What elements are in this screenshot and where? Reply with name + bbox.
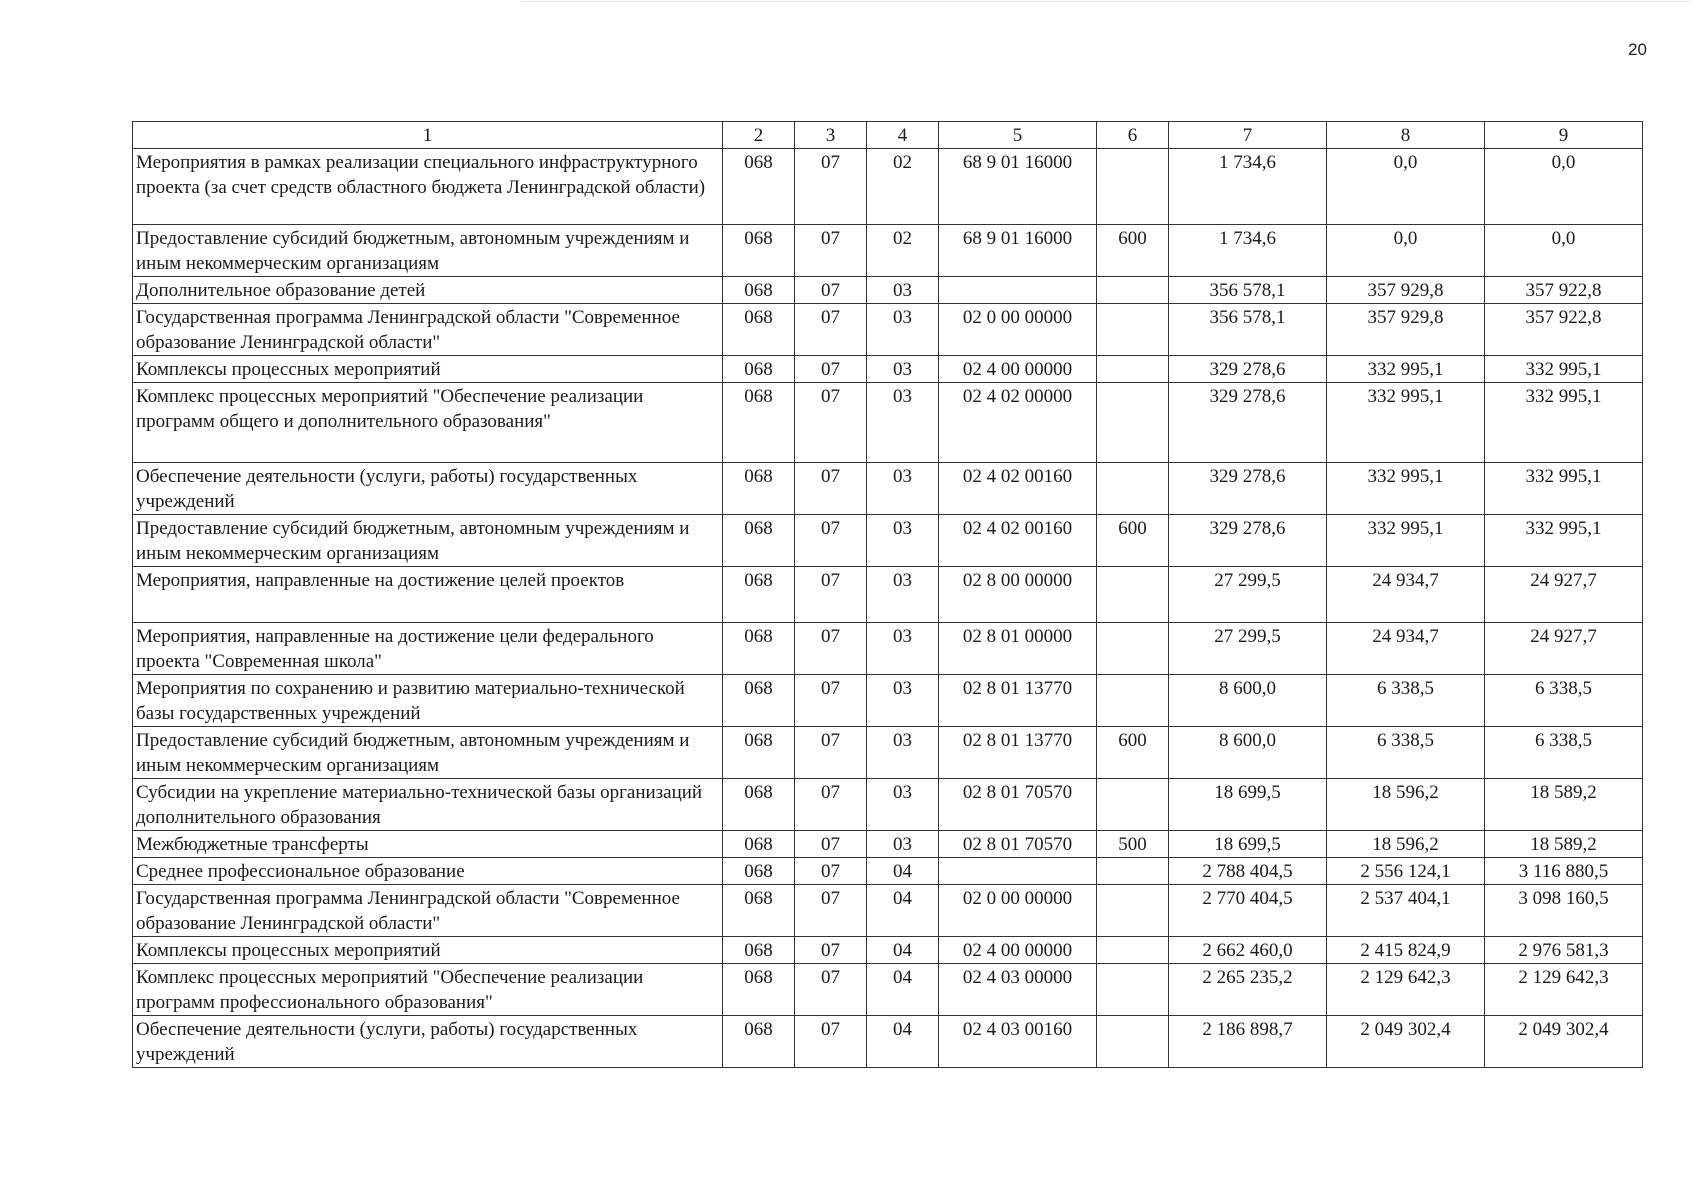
row-name: Обеспечение деятельности (услуги, работы) государственных учреждений — [133, 463, 723, 515]
header-cell: 1 — [133, 122, 723, 149]
row-name: Комплекс процессных мероприятий "Обеспечение реализации программ общего и дополнительного образования" — [133, 383, 723, 463]
section-code: 07 — [795, 858, 867, 885]
row-name: Предоставление субсидий бюджетным, автономным учреждениям и иным некоммерческим организациям — [133, 225, 723, 277]
row-name: Межбюджетные трансферты — [133, 831, 723, 858]
table-row — [133, 675, 1643, 727]
expense-type-code: 600 — [1097, 225, 1169, 277]
amount-col7: 2 788 404,5 — [1169, 858, 1327, 885]
target-article-code: 02 4 00 00000 — [939, 356, 1097, 383]
amount-col9: 2 129 642,3 — [1485, 964, 1643, 1016]
gov-code: 068 — [723, 831, 795, 858]
gov-code: 068 — [723, 356, 795, 383]
gov-code: 068 — [723, 885, 795, 937]
subsection-code: 03 — [867, 463, 939, 515]
table-row — [133, 779, 1643, 831]
amount-col8: 18 596,2 — [1327, 779, 1485, 831]
expense-type-code — [1097, 149, 1169, 225]
section-code: 07 — [795, 623, 867, 675]
table-row — [133, 623, 1643, 675]
subsection-code: 03 — [867, 515, 939, 567]
amount-col9: 3 098 160,5 — [1485, 885, 1643, 937]
table-row — [133, 727, 1643, 779]
target-article-code: 02 4 02 00000 — [939, 383, 1097, 463]
amount-col7: 8 600,0 — [1169, 727, 1327, 779]
subsection-code: 03 — [867, 277, 939, 304]
table-row — [133, 858, 1643, 885]
target-article-code: 02 4 02 00160 — [939, 463, 1097, 515]
expense-type-code — [1097, 1016, 1169, 1068]
amount-col9: 6 338,5 — [1485, 675, 1643, 727]
subsection-code: 04 — [867, 1016, 939, 1068]
table-row — [133, 885, 1643, 937]
budget-table — [132, 121, 1643, 1068]
amount-col9: 24 927,7 — [1485, 567, 1643, 623]
target-article-code: 02 4 00 00000 — [939, 937, 1097, 964]
target-article-code: 02 0 00 00000 — [939, 885, 1097, 937]
expense-type-code: 500 — [1097, 831, 1169, 858]
expense-type-code — [1097, 463, 1169, 515]
table-row — [133, 383, 1643, 463]
amount-col7: 27 299,5 — [1169, 567, 1327, 623]
gov-code: 068 — [723, 727, 795, 779]
section-code: 07 — [795, 831, 867, 858]
section-code: 07 — [795, 356, 867, 383]
subsection-code: 03 — [867, 727, 939, 779]
amount-col8: 2 415 824,9 — [1327, 937, 1485, 964]
row-name: Комплексы процессных мероприятий — [133, 356, 723, 383]
row-name: Предоставление субсидий бюджетным, автономным учреждениям и иным некоммерческим организациям — [133, 515, 723, 567]
table-row — [133, 356, 1643, 383]
table-row — [133, 225, 1643, 277]
gov-code: 068 — [723, 964, 795, 1016]
amount-col8: 18 596,2 — [1327, 831, 1485, 858]
table-row — [133, 567, 1643, 623]
table-row — [133, 277, 1643, 304]
row-name: Мероприятия в рамках реализации специального инфраструктурного проекта (за счет средств областного бюджета Ленинградской области) — [133, 149, 723, 225]
amount-col8: 2 049 302,4 — [1327, 1016, 1485, 1068]
table-row — [133, 304, 1643, 356]
amount-col8: 357 929,8 — [1327, 304, 1485, 356]
row-name: Государственная программа Ленинградской области "Современное образование Ленинградской области" — [133, 885, 723, 937]
section-code: 07 — [795, 304, 867, 356]
row-name: Мероприятия, направленные на достижение цели федерального проекта "Современная школа" — [133, 623, 723, 675]
target-article-code: 02 8 01 13770 — [939, 675, 1097, 727]
expense-type-code — [1097, 964, 1169, 1016]
target-article-code: 02 4 03 00160 — [939, 1016, 1097, 1068]
amount-col8: 6 338,5 — [1327, 727, 1485, 779]
gov-code: 068 — [723, 277, 795, 304]
expense-type-code — [1097, 623, 1169, 675]
expense-type-code — [1097, 356, 1169, 383]
table-row — [133, 149, 1643, 225]
expense-type-code — [1097, 779, 1169, 831]
amount-col8: 24 934,7 — [1327, 623, 1485, 675]
header-cell: 3 — [795, 122, 867, 149]
amount-col9: 3 116 880,5 — [1485, 858, 1643, 885]
gov-code: 068 — [723, 515, 795, 567]
section-code: 07 — [795, 149, 867, 225]
section-code: 07 — [795, 463, 867, 515]
subsection-code: 03 — [867, 304, 939, 356]
subsection-code: 04 — [867, 885, 939, 937]
gov-code: 068 — [723, 463, 795, 515]
gov-code: 068 — [723, 623, 795, 675]
table-row — [133, 1016, 1643, 1068]
amount-col9: 6 338,5 — [1485, 727, 1643, 779]
header-cell: 5 — [939, 122, 1097, 149]
amount-col7: 356 578,1 — [1169, 277, 1327, 304]
row-name: Государственная программа Ленинградской области "Современное образование Ленинградской области" — [133, 304, 723, 356]
amount-col8: 6 338,5 — [1327, 675, 1485, 727]
row-name: Мероприятия, направленные на достижение целей проектов — [133, 567, 723, 623]
amount-col9: 357 922,8 — [1485, 277, 1643, 304]
amount-col7: 329 278,6 — [1169, 356, 1327, 383]
gov-code: 068 — [723, 149, 795, 225]
expense-type-code: 600 — [1097, 515, 1169, 567]
section-code: 07 — [795, 727, 867, 779]
subsection-code: 02 — [867, 149, 939, 225]
expense-type-code — [1097, 858, 1169, 885]
subsection-code: 04 — [867, 964, 939, 1016]
section-code: 07 — [795, 937, 867, 964]
section-code: 07 — [795, 885, 867, 937]
amount-col7: 329 278,6 — [1169, 383, 1327, 463]
header-cell: 8 — [1327, 122, 1485, 149]
table-row — [133, 463, 1643, 515]
gov-code: 068 — [723, 383, 795, 463]
amount-col8: 332 995,1 — [1327, 515, 1485, 567]
header-cell: 7 — [1169, 122, 1327, 149]
section-code: 07 — [795, 779, 867, 831]
amount-col9: 2 976 581,3 — [1485, 937, 1643, 964]
amount-col9: 0,0 — [1485, 225, 1643, 277]
amount-col7: 329 278,6 — [1169, 515, 1327, 567]
gov-code: 068 — [723, 937, 795, 964]
amount-col9: 332 995,1 — [1485, 515, 1643, 567]
subsection-code: 03 — [867, 675, 939, 727]
gov-code: 068 — [723, 1016, 795, 1068]
target-article-code: 02 8 00 00000 — [939, 567, 1097, 623]
amount-col8: 332 995,1 — [1327, 383, 1485, 463]
amount-col8: 2 556 124,1 — [1327, 858, 1485, 885]
amount-col7: 2 770 404,5 — [1169, 885, 1327, 937]
header-cell: 6 — [1097, 122, 1169, 149]
amount-col9: 0,0 — [1485, 149, 1643, 225]
section-code: 07 — [795, 1016, 867, 1068]
expense-type-code: 600 — [1097, 727, 1169, 779]
section-code: 07 — [795, 964, 867, 1016]
header-cell: 9 — [1485, 122, 1643, 149]
amount-col8: 2 537 404,1 — [1327, 885, 1485, 937]
section-code: 07 — [795, 567, 867, 623]
amount-col7: 2 186 898,7 — [1169, 1016, 1327, 1068]
amount-col9: 332 995,1 — [1485, 356, 1643, 383]
row-name: Мероприятия по сохранению и развитию материально-технической базы государственных учреждений — [133, 675, 723, 727]
amount-col9: 332 995,1 — [1485, 383, 1643, 463]
amount-col8: 332 995,1 — [1327, 356, 1485, 383]
target-article-code: 02 8 01 00000 — [939, 623, 1097, 675]
amount-col9: 18 589,2 — [1485, 779, 1643, 831]
amount-col7: 1 734,6 — [1169, 225, 1327, 277]
subsection-code: 04 — [867, 937, 939, 964]
amount-col7: 2 265 235,2 — [1169, 964, 1327, 1016]
target-article-code: 02 0 00 00000 — [939, 304, 1097, 356]
expense-type-code — [1097, 383, 1169, 463]
expense-type-code — [1097, 675, 1169, 727]
subsection-code: 03 — [867, 779, 939, 831]
amount-col7: 8 600,0 — [1169, 675, 1327, 727]
row-name: Предоставление субсидий бюджетным, автономным учреждениям и иным некоммерческим организациям — [133, 727, 723, 779]
row-name: Комплекс процессных мероприятий "Обеспечение реализации программ профессионального образования" — [133, 964, 723, 1016]
amount-col7: 329 278,6 — [1169, 463, 1327, 515]
table-row — [133, 831, 1643, 858]
gov-code: 068 — [723, 567, 795, 623]
amount-col7: 18 699,5 — [1169, 831, 1327, 858]
table-header-row — [133, 122, 1643, 149]
section-code: 07 — [795, 383, 867, 463]
subsection-code: 03 — [867, 356, 939, 383]
scan-edge-line — [520, 1, 1690, 2]
target-article-code: 02 4 02 00160 — [939, 515, 1097, 567]
section-code: 07 — [795, 675, 867, 727]
expense-type-code — [1097, 885, 1169, 937]
amount-col8: 357 929,8 — [1327, 277, 1485, 304]
table-body — [133, 122, 1643, 1068]
expense-type-code — [1097, 277, 1169, 304]
row-name: Дополнительное образование детей — [133, 277, 723, 304]
subsection-code: 03 — [867, 383, 939, 463]
amount-col7: 356 578,1 — [1169, 304, 1327, 356]
expense-type-code — [1097, 567, 1169, 623]
target-article-code — [939, 858, 1097, 885]
expense-type-code — [1097, 937, 1169, 964]
target-article-code: 02 8 01 13770 — [939, 727, 1097, 779]
amount-col9: 18 589,2 — [1485, 831, 1643, 858]
table-row — [133, 937, 1643, 964]
row-name: Субсидии на укрепление материально-технической базы организаций дополнительного образования — [133, 779, 723, 831]
table-row — [133, 964, 1643, 1016]
section-code: 07 — [795, 277, 867, 304]
target-article-code: 68 9 01 16000 — [939, 225, 1097, 277]
row-name: Среднее профессиональное образование — [133, 858, 723, 885]
header-cell: 2 — [723, 122, 795, 149]
header-cell: 4 — [867, 122, 939, 149]
amount-col8: 24 934,7 — [1327, 567, 1485, 623]
section-code: 07 — [795, 515, 867, 567]
amount-col7: 27 299,5 — [1169, 623, 1327, 675]
gov-code: 068 — [723, 225, 795, 277]
amount-col9: 2 049 302,4 — [1485, 1016, 1643, 1068]
row-name: Обеспечение деятельности (услуги, работы) государственных учреждений — [133, 1016, 723, 1068]
subsection-code: 03 — [867, 567, 939, 623]
target-article-code: 02 4 03 00000 — [939, 964, 1097, 1016]
subsection-code: 04 — [867, 858, 939, 885]
amount-col7: 1 734,6 — [1169, 149, 1327, 225]
amount-col8: 2 129 642,3 — [1327, 964, 1485, 1016]
target-article-code: 02 8 01 70570 — [939, 779, 1097, 831]
gov-code: 068 — [723, 858, 795, 885]
target-article-code: 02 8 01 70570 — [939, 831, 1097, 858]
target-article-code — [939, 277, 1097, 304]
expense-type-code — [1097, 304, 1169, 356]
subsection-code: 03 — [867, 831, 939, 858]
amount-col7: 18 699,5 — [1169, 779, 1327, 831]
target-article-code: 68 9 01 16000 — [939, 149, 1097, 225]
table-row — [133, 515, 1643, 567]
page-number: 20 — [1628, 40, 1647, 59]
subsection-code: 03 — [867, 623, 939, 675]
amount-col8: 332 995,1 — [1327, 463, 1485, 515]
amount-col8: 0,0 — [1327, 149, 1485, 225]
row-name: Комплексы процессных мероприятий — [133, 937, 723, 964]
amount-col7: 2 662 460,0 — [1169, 937, 1327, 964]
gov-code: 068 — [723, 675, 795, 727]
gov-code: 068 — [723, 304, 795, 356]
section-code: 07 — [795, 225, 867, 277]
amount-col8: 0,0 — [1327, 225, 1485, 277]
gov-code: 068 — [723, 779, 795, 831]
amount-col9: 332 995,1 — [1485, 463, 1643, 515]
subsection-code: 02 — [867, 225, 939, 277]
amount-col9: 24 927,7 — [1485, 623, 1643, 675]
amount-col9: 357 922,8 — [1485, 304, 1643, 356]
